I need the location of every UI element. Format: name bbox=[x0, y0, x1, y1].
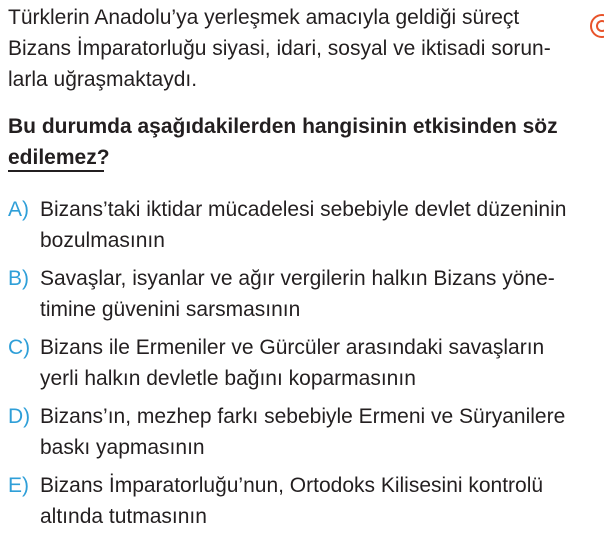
stem-line-3: larla uğraşmaktaydı. bbox=[8, 68, 198, 91]
option-e-letter: E) bbox=[8, 474, 29, 497]
option-a-letter: A) bbox=[8, 198, 29, 221]
option-b-line-2: timine güvenini sarsmasının bbox=[40, 298, 301, 321]
question-prompt bbox=[8, 111, 604, 173]
prompt-line-2: edilemez? bbox=[8, 146, 110, 169]
prompt-line-1: Bu durumda aşağıdakilerden hangisinin etkisinden söz bbox=[8, 115, 558, 138]
option-d-letter: D) bbox=[8, 405, 31, 428]
option-e-line-2: altında tutmasının bbox=[40, 505, 207, 528]
option-c-line-1: Bizans ile Ermeniler ve Gürcüler arasındaki savaşların bbox=[40, 336, 545, 359]
option-a-line-1: Bizans’taki iktidar mücadelesi sebebiyle devlet düzeninin bbox=[40, 198, 567, 221]
option-a-text bbox=[40, 194, 566, 256]
option-b-text bbox=[40, 263, 555, 325]
question-stem bbox=[8, 2, 604, 95]
option-c-letter: C) bbox=[8, 336, 31, 359]
option-d-line-1: Bizans’ın, mezhep farkı sebebiyle Ermeni ve Süryanilere bbox=[40, 405, 566, 428]
prompt-underline bbox=[8, 170, 104, 172]
option-d-text bbox=[40, 401, 565, 463]
stem-line-2: Bizans İmparatorluğu siyasi, idari, sosyal ve iktisadi sorun- bbox=[8, 37, 551, 60]
option-d-line-2: baskı yapmasının bbox=[40, 436, 205, 459]
stem-line-1: Türklerin Anadolu’ya yerleşmek amacıyla geldiği süreçt bbox=[8, 6, 520, 29]
option-b-line-1: Savaşlar, isyanlar ve ağır vergilerin halkın Bizans yöne- bbox=[40, 267, 555, 290]
option-a-line-2: bozulmasının bbox=[40, 229, 165, 252]
option-e-line-1: Bizans İmparatorluğu’nun, Ortodoks Kilisesini kontrolü bbox=[40, 474, 544, 497]
option-b-letter: B) bbox=[8, 267, 29, 290]
option-c-text bbox=[40, 332, 544, 394]
option-e-text bbox=[40, 470, 543, 532]
option-c-line-2: yerli halkın devletle bağını koparmasının bbox=[40, 367, 416, 390]
